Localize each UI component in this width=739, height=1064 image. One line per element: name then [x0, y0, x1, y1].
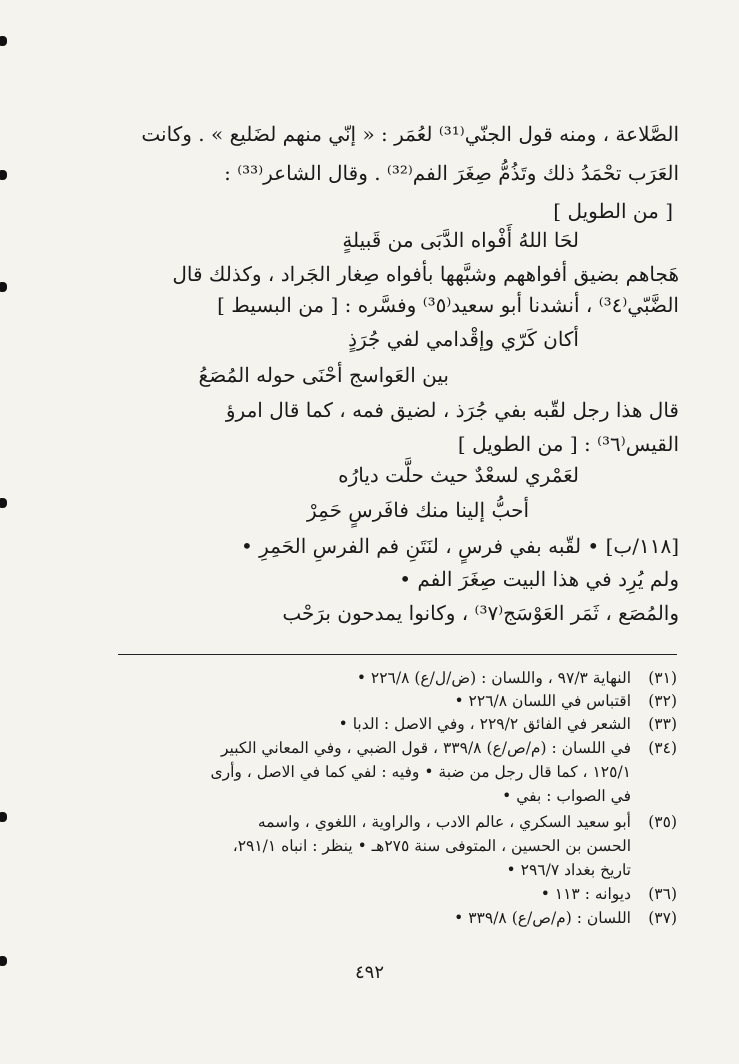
verse-line: أكان كَرّي وإقْدامي لفي جُرَذٍ: [348, 327, 579, 351]
footnote: [118, 714, 677, 734]
footnote-continuation: [118, 762, 677, 782]
verse-line: لحَا اللهُ أَفْواه الدَّبَى من قَبيلةٍ: [342, 228, 579, 252]
binding-mark: [0, 812, 7, 822]
footnote-text: الحسن بن الحسين ، المتوفى سنة ٢٧٥هـ • ينظر : انباه ٢٩١/١،: [232, 837, 631, 855]
body-line: قال هذا رجل لقّبه بفي جُرَذ ، لضيق فمه ، كما قال امرؤ: [225, 398, 679, 422]
body-line: الضَّبّي⁽³٤⁾ ، أنشدنا أبو سعيد⁽³٥⁾ وفسَّره : [ من البسيط ]: [217, 293, 679, 317]
footnote: [118, 884, 677, 904]
footnote-text: ديوانه : ١١٣ •: [540, 885, 631, 903]
body-line: القيس⁽³٦⁾ : [ من الطويل ]: [457, 432, 679, 456]
binding-mark: [0, 498, 7, 508]
footnote-number: [631, 786, 677, 806]
footnote: [118, 908, 677, 928]
binding-mark: [0, 36, 7, 46]
footnote-text: تاريخ بغداد ٢٩٦/٧ •: [506, 861, 631, 879]
footnote-text: في اللسان : (م/ص/ع) ٣٣٩/٨ ، قول الضبي ، وفي المعاني الكبير: [221, 739, 631, 757]
binding-mark: [0, 282, 7, 292]
footnote-separator: [118, 654, 677, 655]
footnote-number: (٣١): [648, 669, 677, 687]
footnote-text: الشعر في الفائق ٢٢٩/٢ ، وفي الاصل : الدبا •: [338, 715, 631, 733]
verse-line: أحبُّ إلينا منك فافَرسٍ حَمِرْ: [306, 498, 529, 522]
footnote-text: اللسان : (م/ص/ع) ٣٣٩/٨ •: [454, 909, 631, 927]
footnote-number: (٣٢): [648, 692, 677, 710]
footnote-number: [631, 762, 677, 782]
footnote-text: ١٢٥/١ ، كما قال رجل من ضبة • وفيه : لفي كما في الاصل ، وأرى: [210, 763, 631, 781]
body-line: والمُصَع ، ثَمَر العَوْسَج⁽³٧⁾ ، وكانوا يمدحون برَحْب: [282, 601, 679, 625]
footnote-number: (٣٣): [648, 715, 677, 733]
footnote-continuation: [118, 860, 677, 880]
body-line: [١١٨/ب] • لقّبه بفي فرسٍ ، لنَتَنِ فم الفرسِ الحَمِرِ •: [240, 534, 679, 558]
body-line: الصَّلاعة ، ومنه قول الجنّي⁽³¹⁾ لعُمَر : « إنّي منهم لضَليع » . وكانت: [141, 122, 679, 146]
footnote-text: في الصواب : بفي •: [502, 787, 631, 805]
footnote-number: [631, 860, 677, 880]
page-number: ٤٩٢: [354, 962, 384, 983]
footnote-text: اقتباس في اللسان ٢٢٦/٨ •: [454, 692, 631, 710]
body-line: العَرَب تحْمَدُ ذلك وتَذُمُّ صِغَرَ الفم⁽³²⁾ . وقال الشاعر⁽³³⁾ :: [224, 161, 679, 185]
footnote: [118, 691, 677, 711]
footnote-number: (٣٧): [648, 909, 677, 927]
footnote-text: أبو سعيد السكري ، عالم الادب ، والراوية ، اللغوي ، واسمه: [257, 813, 631, 831]
footnote-text: النهاية ٩٧/٣ ، واللسان : (ض/ل/ع) ٢٢٦/٨ •: [356, 669, 631, 687]
meter-label: [ من الطويل ]: [553, 199, 673, 223]
footnote: [118, 812, 677, 832]
footnote-continuation: [118, 786, 677, 806]
footnote-number: (٣٦): [648, 885, 677, 903]
verse-line: بين العَواسج أحْنَى حوله المُصَعُ: [198, 363, 449, 387]
binding-mark: [0, 170, 7, 180]
body-line: هَجاهم بضيق أفواههم وشبَّهها بأفواه صِغار الجَراد ، وكذلك قال: [172, 262, 679, 286]
footnote: [118, 738, 677, 758]
verse-line: لعَمْري لسعْدٌ حيث حلَّت ديارُه: [338, 463, 579, 487]
footnote-continuation: [118, 836, 677, 856]
body-line: ولم يُرِد في هذا البيت صِغَرَ الفم •: [399, 567, 679, 591]
footnote-number: [631, 836, 677, 856]
footnote-number: (٣٤): [648, 739, 677, 757]
footnote-number: (٣٥): [648, 813, 677, 831]
footnote: [118, 668, 677, 688]
